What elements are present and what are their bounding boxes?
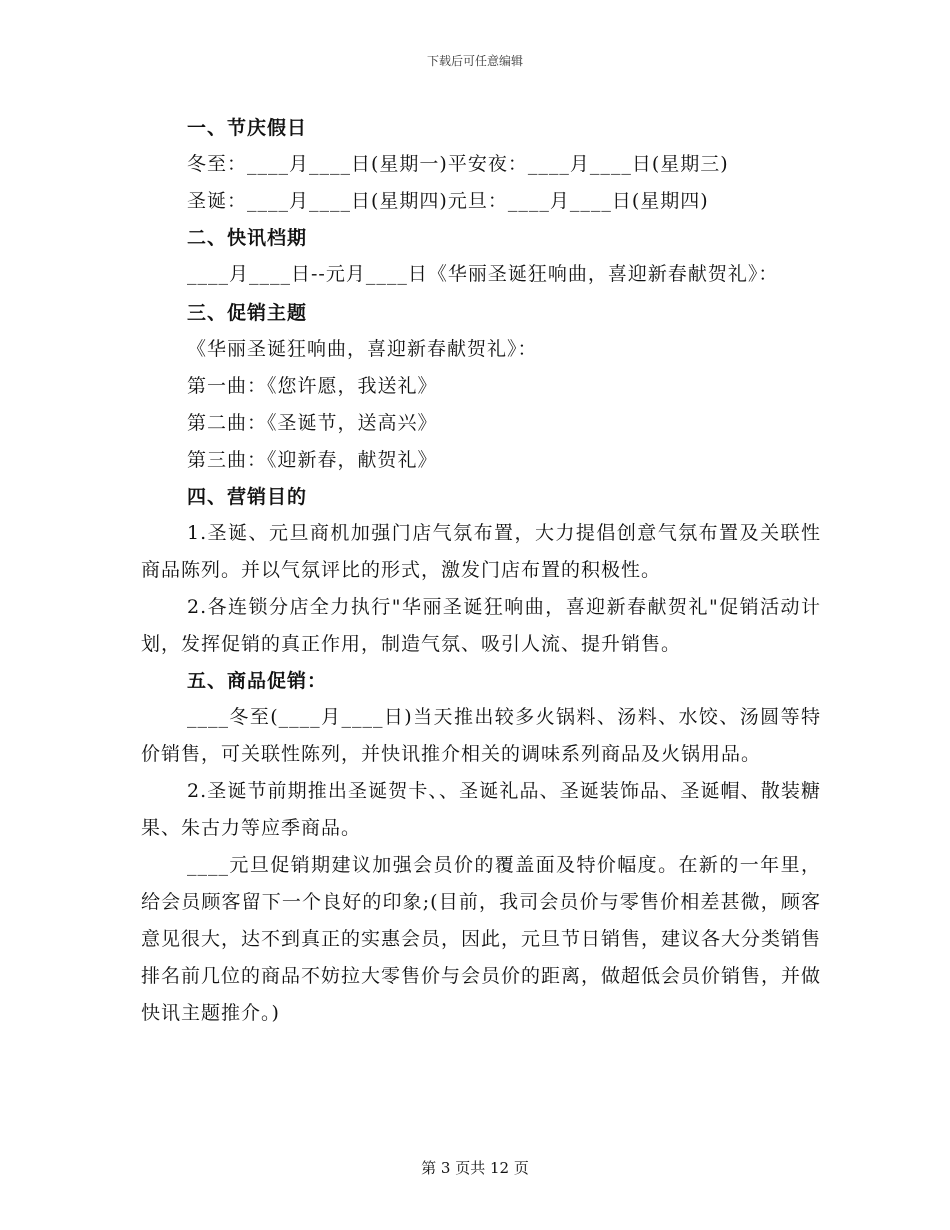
promo-part-2: 第二曲：《圣诞节，送高兴》 xyxy=(187,412,438,434)
product-promo-1: ____冬至(____月____日)当天推出较多火锅料、汤料、水饺、汤圆等特价销售，可关联性陈列，并快讯推介相关的调味系列商品及火锅用品。 xyxy=(141,706,821,765)
promo-theme-line: 《华丽圣诞狂响曲，喜迎新春献贺礼》： xyxy=(187,338,538,360)
marketing-goal-2: 2.各连锁分店全力执行"华丽圣诞狂响曲，喜迎新春献贺礼"促销活动计划，发挥促销的真正作用，制造气氛、吸引人流、提升销售。 xyxy=(141,596,821,655)
marketing-goal-1: 1.圣诞、元旦商机加强门店气氛布置，大力提倡创意气氛布置及关联性商品陈列。并以气氛评比的形式，激发门店布置的积极性。 xyxy=(141,522,821,581)
document-body xyxy=(141,110,821,1032)
promo-part-3: 第三曲：《迎新春，献贺礼》 xyxy=(187,449,438,471)
section-5-title: 五、商品促销： xyxy=(187,670,328,692)
flyer-period-paragraph: ____月____日--元月____日《华丽圣诞狂响曲，喜迎新春献贺礼》： xyxy=(187,263,779,285)
section-2-title: 二、快讯档期 xyxy=(187,227,308,249)
section-1-title: 一、节庆假日 xyxy=(187,117,308,139)
section-3-title: 三、促销主题 xyxy=(187,302,308,324)
promo-part-1: 第一曲：《您许愿，我送礼》 xyxy=(187,375,438,397)
section-4-title: 四、营销目的 xyxy=(187,486,308,508)
product-promo-3: ____元旦促销期建议加强会员价的覆盖面及特价幅度。在新的一年里，给会员顾客留下一个良好的印象;(目前，我司会员价与零售价相差甚微，顾客意见很大，达不到真正的实惠会员，因此，元旦节日销售，建议各大分类销售排名前几位的商品不妨拉大零售价与会员价的距离，做超低会员价销售，并做快讯主题推介。) xyxy=(141,854,822,1024)
page-header: 下载后可任意编辑 xyxy=(426,54,523,68)
page-footer: 第 3 页共 12 页 xyxy=(421,1159,529,1177)
product-promo-2: 2.圣诞节前期推出圣诞贺卡、、圣诞礼品、圣诞装饰品、圣诞帽、散装糖果、朱古力等应季商品。 xyxy=(141,780,821,839)
holiday-line-1: 冬至：____月____日(星期一)平安夜：____月____日(星期三) xyxy=(187,153,729,175)
holiday-line-2: 圣诞：____月____日(星期四)元旦：____月____日(星期四) xyxy=(187,190,709,212)
